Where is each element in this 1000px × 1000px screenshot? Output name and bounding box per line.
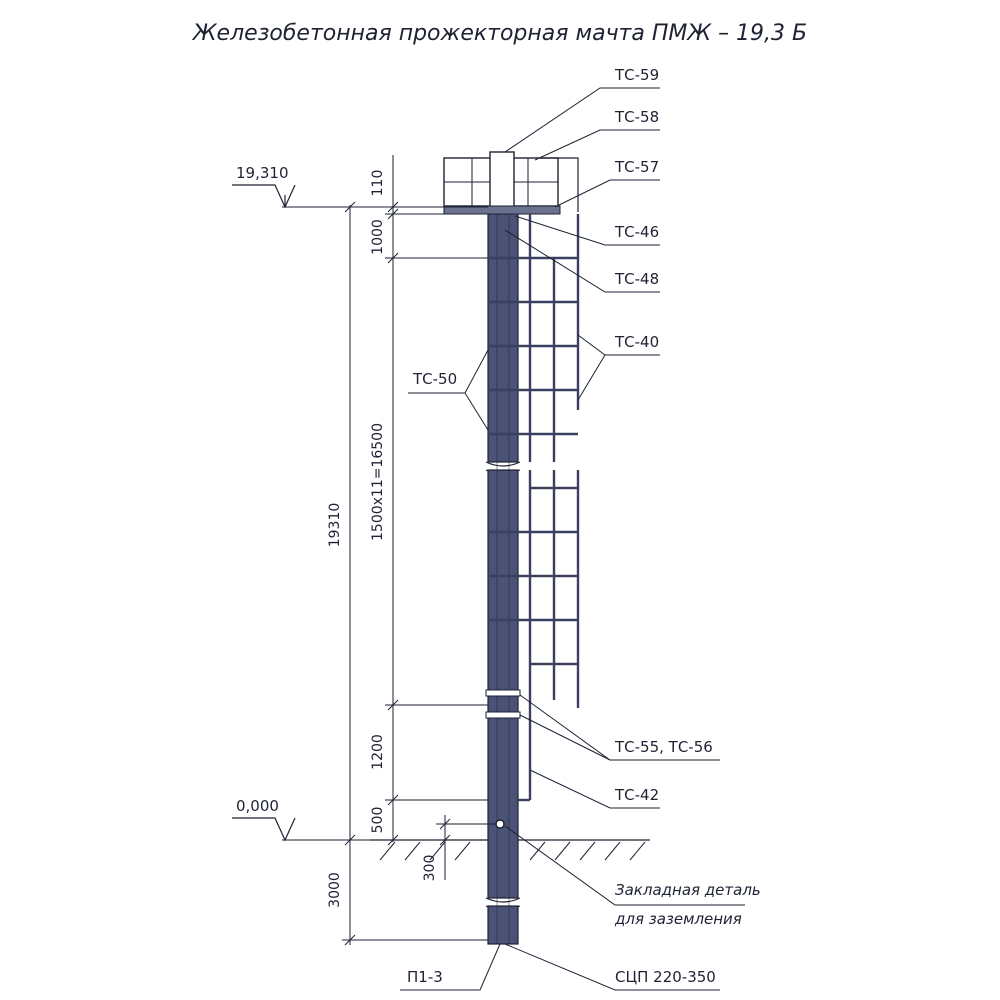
label-grounding-2: для заземления	[615, 910, 742, 928]
dim-110: 110	[370, 169, 386, 197]
dim-19310: 19310	[327, 502, 343, 548]
label-tc40: ТС-40	[615, 333, 660, 351]
level-top: 19,310	[236, 164, 289, 182]
dim-1200: 1200	[370, 734, 386, 770]
dim-500: 500	[370, 806, 386, 834]
label-tc46: ТС-46	[615, 223, 660, 241]
dimension-lines	[282, 155, 496, 945]
pole-bottom	[488, 906, 518, 944]
pole-upper	[488, 212, 518, 462]
label-grounding-1: Закладная деталь	[615, 881, 761, 899]
label-tc57: ТС-57	[615, 158, 660, 176]
pole-middle	[488, 470, 518, 898]
label-tc55-56: ТС-55, ТС-56	[615, 738, 713, 756]
level-marks	[232, 185, 295, 840]
dim-3000: 3000	[327, 872, 343, 908]
label-tc59: ТС-59	[615, 66, 660, 84]
dim-300: 300	[422, 854, 438, 882]
label-p13: П1-3	[407, 968, 443, 986]
drawing-title: Железобетонная прожекторная мачта ПМЖ – 19,3 Б	[192, 21, 808, 46]
top-platform	[444, 152, 578, 214]
label-scp: СЦП 220-350	[615, 968, 716, 986]
label-tc50: ТС-50	[413, 370, 458, 388]
label-tc48: ТС-48	[615, 270, 660, 288]
dim-1000: 1000	[370, 219, 386, 255]
label-tc58: ТС-58	[615, 108, 660, 126]
grounding-point	[496, 820, 504, 828]
dim-1500x11: 1500x11=16500	[370, 423, 386, 541]
label-tc42: ТС-42	[615, 786, 660, 804]
leader-lines	[400, 88, 745, 990]
level-ground: 0,000	[236, 797, 279, 815]
